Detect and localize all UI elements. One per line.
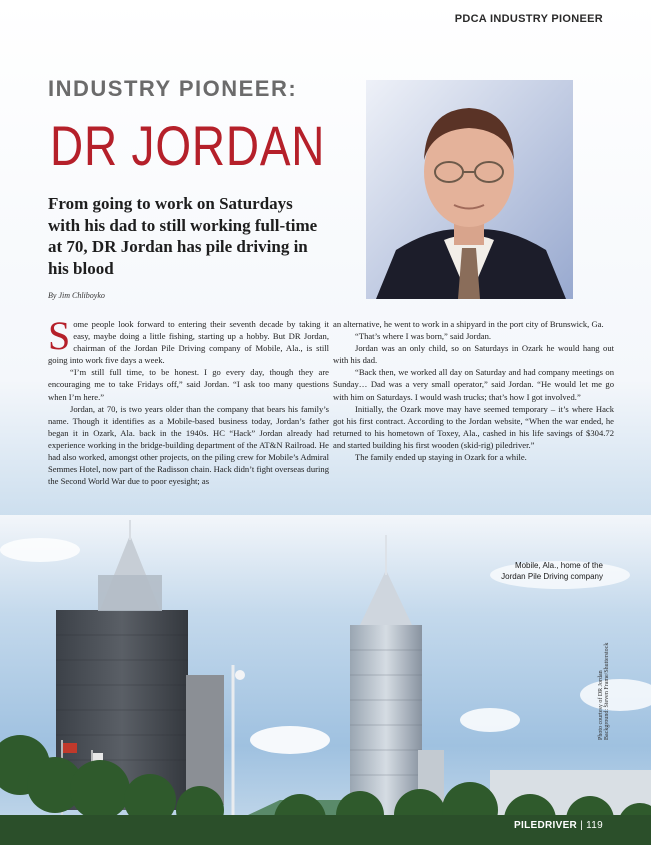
article-paragraph: “I’m still full time, to be honest. I go every day, though they are encouraging me to take Fridays off,” said Jordan. “I ask too many questions when I’m here.” xyxy=(48,367,329,402)
photo-caption-line: Jordan Pile Driving company xyxy=(501,572,603,581)
article-paragraph: Jordan was an only child, so on Saturdays in Ozark he would hang out with his dad. xyxy=(333,343,614,366)
article-paragraph: The family ended up staying in Ozark for a while. xyxy=(355,452,527,463)
footer-separator: | xyxy=(580,820,584,831)
photo-credit-line: Background: Steven Frame/Shutterstock xyxy=(604,642,610,740)
article-column-left xyxy=(48,313,329,487)
article-deck: From going to work on Saturdays with his dad to still working full-time at 70, DR Jordan has pile driving in his blood xyxy=(48,194,318,278)
article-paragraph: Initially, the Ozark move may have seemed temporary – it’s where Hack got his first contract. According to the Jordan website, “When the war ended, he returned to his hometown of Toxey, Ala., cashed in his life savings of $304.72 and started building his first wooden (skid-rig) piledriver.” xyxy=(333,403,614,450)
photo-caption-line: Mobile, Ala., home of the xyxy=(514,561,603,570)
article-paragraph: “Back then, we worked all day on Saturday and had company meetings on Sunday… Dad was a very small operator,” said Jordan. “He would let me go with him on Saturdays. I would wash trucks; that’s how I got involved.” xyxy=(333,367,614,402)
article-title: DR JORDAN xyxy=(50,114,326,177)
photo-credit xyxy=(598,643,610,740)
photo-caption xyxy=(501,560,603,582)
page-number: 119 xyxy=(586,820,603,831)
drop-cap: S xyxy=(48,313,71,358)
article-paragraph: an alternative, he went to work in a shipyard in the port city of Brunswick, Ga. xyxy=(333,319,604,329)
publication-name: PILEDRIVER xyxy=(514,820,578,831)
article-byline: By Jim Chliboyko xyxy=(48,291,105,300)
article-paragraph: Some people look forward to entering their seventh decade by taking it easy, maybe doing a little fishing, starting up a hobby. But DR Jordan, chairman of the Jordan Pile Driving company of Mobile, Ala., is still going into work five days a week. xyxy=(48,313,329,366)
section-label: PDCA INDUSTRY PIONEER xyxy=(454,13,603,25)
article-kicker: INDUSTRY PIONEER: xyxy=(48,76,298,101)
article-column-right xyxy=(333,318,614,463)
article-paragraph: “That’s where I was born,” said Jordan. xyxy=(355,331,492,342)
photo-credit-line: Photo courtesy of DR Jordan xyxy=(598,670,604,740)
page-footer xyxy=(514,820,603,831)
article-paragraph: Jordan, at 70, is two years older than the company that bears his family’s name. Though it identifies as a Mobile-based business today, Jordan’s father began it in Ozark, Ala. back in the 1940s. HC “Hack” Jordan already had experience working in the bridge-building department of the AT&N Railroad. He had also worked, amongst other projects, on the piling crew for Mobile’s Admiral Semmes Hotel, now part of the Radisson chain. Hack didn’t fight overseas during the Second World War due to poor eyesight; as xyxy=(48,403,329,487)
dr-jordan-portrait-photo xyxy=(366,80,573,299)
